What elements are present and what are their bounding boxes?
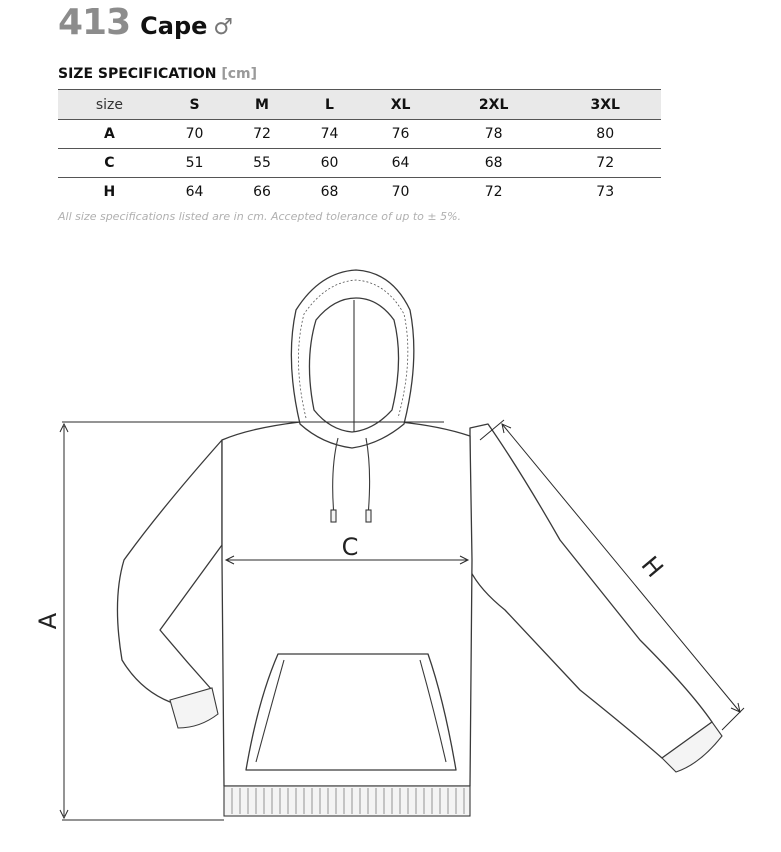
left-sleeve xyxy=(117,440,222,702)
table-cell: 68 xyxy=(438,149,550,178)
right-sleeve xyxy=(470,424,712,758)
label-h: H xyxy=(635,550,669,583)
drawstring-tip-right xyxy=(366,510,371,522)
label-c: C xyxy=(341,533,359,561)
table-cell: 72 xyxy=(228,120,295,149)
male-gender-icon: ♂ xyxy=(213,15,234,40)
table-cell: 51 xyxy=(161,149,228,178)
table-cell: 68 xyxy=(320,184,339,200)
row-label-c: C xyxy=(58,149,161,178)
table-cell: 70 xyxy=(391,184,410,200)
product-code: 413 xyxy=(58,2,131,43)
table-cell: 64 xyxy=(363,149,438,178)
column-header-s: S xyxy=(161,90,228,120)
waistband xyxy=(224,786,470,816)
product-name: Cape xyxy=(140,12,208,40)
table-cell: 74 xyxy=(296,120,363,149)
table-cell: 66 xyxy=(253,184,271,200)
table-cell: 60 xyxy=(296,149,363,178)
column-header-3xl: 3XL xyxy=(549,90,661,120)
column-header-l: L xyxy=(296,90,363,120)
kangaroo-pocket xyxy=(246,654,456,770)
table-cell: 80 xyxy=(549,120,661,149)
row-label-a: A xyxy=(58,120,161,149)
drawstring-tip-left xyxy=(331,510,336,522)
tolerance-note: All size specifications listed are in cm. Accepted tolerance of up to ± 5%. xyxy=(58,210,462,223)
column-header-xl: XL xyxy=(363,90,438,120)
label-a: A xyxy=(34,612,62,630)
table-cell: 73 xyxy=(596,184,615,200)
table-cell: 72 xyxy=(549,149,661,178)
row-label-h: H xyxy=(103,184,116,200)
size-spec-unit: [cm] xyxy=(221,66,258,82)
table-cell: 55 xyxy=(228,149,295,178)
table-cell: 64 xyxy=(185,184,204,200)
table-cell: 72 xyxy=(484,184,503,200)
column-header-size: size xyxy=(58,90,161,120)
size-spec-title-text: SIZE SPECIFICATION xyxy=(58,66,217,82)
column-header-m: M xyxy=(228,90,295,120)
table-cell: 70 xyxy=(161,120,228,149)
table-cell: 78 xyxy=(438,120,550,149)
column-header-2xl: 2XL xyxy=(438,90,550,120)
table-cell: 76 xyxy=(363,120,438,149)
